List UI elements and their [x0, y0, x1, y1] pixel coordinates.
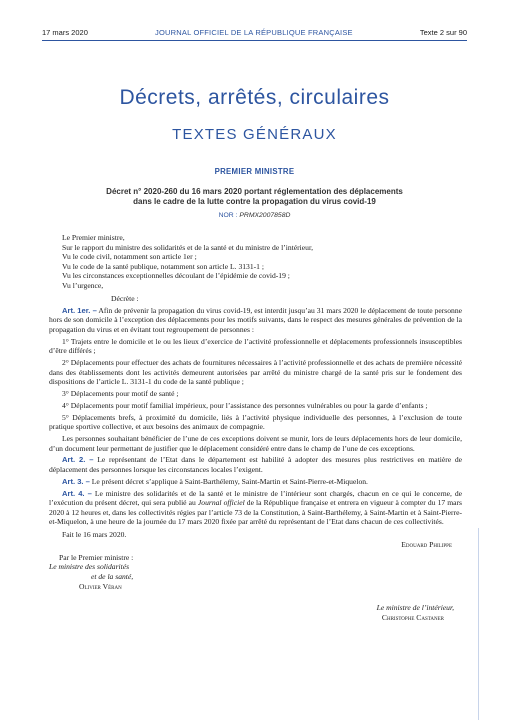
health-minister-title-2: et de la santé,	[91, 572, 134, 582]
article-4-label: Art. 4. –	[62, 488, 92, 498]
nor-label: NOR :	[218, 212, 240, 219]
interior-minister-title: Le ministre de l’intérieur,	[376, 603, 454, 613]
ministry-heading: PREMIER MINISTRE	[214, 167, 295, 176]
section-title: Décrets, arrêtés, circulaires	[119, 86, 390, 109]
decree-title-line-1: Décret n° 2020-260 du 16 mars 2020 portant réglementation des déplacements	[106, 187, 403, 196]
article-3-text: Le présent décret s’applique à Saint-Barthélemy, Saint-Martin et Saint-Pierre-et-Miquelon.	[91, 476, 368, 486]
preamble-line: Vu le code de la santé publique, notamment son article L. 3131-1 ;	[62, 261, 264, 271]
article-1-item: 3° Déplacements pour motif de santé ;	[62, 389, 179, 399]
nor-value: PRMX2007858D	[239, 212, 291, 219]
preamble-line: Sur le rapport du ministre des solidarités et de la santé et du ministre de l’intérieur,	[62, 242, 314, 252]
countersignatures	[49, 553, 462, 623]
nor-reference	[0, 212, 509, 219]
article-2-label: Art. 2. –	[62, 455, 94, 465]
article-1-item: 1° Trajets entre le domicile et le ou les lieux d’exercice de l’activité professionnelle et déplacements professionnels insusceptibles d’être différés ;	[49, 336, 462, 356]
pm-signature: Edouard Philippe	[401, 539, 452, 549]
decree-body	[49, 233, 462, 622]
article-1-item: 4° Déplacements pour motif familial impérieux, pour l’assistance des personnes vulnérables ou pour la garde d’enfants ;	[62, 400, 428, 410]
by-pm-label: Par le Premier ministre :	[59, 552, 134, 562]
journal-name: JOURNAL OFFICIEL DE LA RÉPUBLIQUE FRANÇAISE	[155, 28, 353, 37]
decree-title	[0, 187, 509, 207]
article-1-closing: Les personnes souhaitant bénéficier de l’une de ces exceptions doivent se munir, lors de leurs déplacements hors de leur domicile, d’un document leur permettant de justifier que le déplacement considéré entre dans le champ de l’une de ces exceptions.	[49, 433, 462, 453]
health-minister-name: Olivier Véran	[79, 581, 122, 591]
preamble-line: Vu l’urgence,	[62, 280, 104, 290]
preamble-line: Vu les circonstances exceptionnelles découlant de l’épidémie de covid-19 ;	[62, 271, 290, 281]
article-3	[49, 477, 462, 487]
interior-minister-name: Christophe Castaner	[381, 612, 444, 622]
health-minister-title: Le ministre des solidarités	[49, 562, 130, 572]
preamble-line: Le Premier ministre,	[62, 233, 125, 242]
header-divider	[42, 40, 467, 41]
article-1-item: 5° Déplacements brefs, à proximité du domicile, liés à l’activité physique individuelle des personnes, à l’exclusion de toute pratique sportive collective, et aux besoins des animaux de compagnie.	[49, 412, 462, 432]
article-3-label: Art. 3. –	[62, 476, 90, 486]
margin-line	[478, 528, 479, 720]
page-header	[42, 28, 467, 37]
text-number: Texte 2 sur 90	[419, 28, 467, 37]
article-1-label: Art. 1er. –	[62, 305, 97, 315]
done-at: Fait le 16 mars 2020.	[62, 530, 127, 540]
article-4-italic: Journal officiel	[197, 498, 245, 508]
article-1-text: Afin de prévenir la propagation du virus covid-19, est interdit jusqu’au 31 mars 2020 le déplacement de toute personne hors de son domicile à l’exception des déplacements pour les motifs suivants, dans le respect des mesures générales de prévention de la propagation du virus et en évitant tout regroupement de personnes :	[49, 305, 462, 334]
article-1	[49, 306, 462, 335]
article-4-text: Le ministre des solidarités et de la santé et le ministre de l’intérieur sont chargés, chacun en ce qui le concerne, de l’exécution du présent décret, qui sera publié au	[49, 488, 462, 508]
article-4	[49, 489, 462, 527]
decree-title-line-2: dans le cadre de la lutte contre la propagation du virus covid-19	[133, 197, 376, 206]
subsection-title: TEXTES GÉNÉRAUX	[172, 126, 337, 143]
article-4-text-end: de la République française et entrera en vigueur à compter du 17 mars 2020 à 12 heures et, dans les collectivités régies par l’article 73 de la Constitution, à Saint-Barthélemy, à Saint-Martin et à Saint-Pierre-et-Miquelon, à une heure de la journée du 17 mars 2020 fixée par arrêté du représentant de l’Etat dans chacun de ces collectivités.	[49, 498, 463, 527]
article-2-text: Le représentant de l’Etat dans le département est habilité à adopter des mesures plus restrictives en matière de déplacement des personnes lorsque les circonstances locales l’exigent.	[49, 455, 462, 474]
article-2	[49, 455, 462, 474]
preamble-line: Vu le code civil, notamment son article 1er ;	[62, 252, 197, 262]
article-1-item: 2° Déplacements pour effectuer des achats de fournitures nécessaires à l’activité professionnelle et des achats de première nécessité dans des établissements dont les activités demeurent autorisées par arrêté du ministre chargé de la santé pris sur le fondement des dispositions de l’article L. 3131-1 du code de la santé publique ;	[49, 358, 462, 387]
header-date: 17 mars 2020	[42, 28, 88, 37]
decrete: Décrète :	[111, 293, 139, 303]
